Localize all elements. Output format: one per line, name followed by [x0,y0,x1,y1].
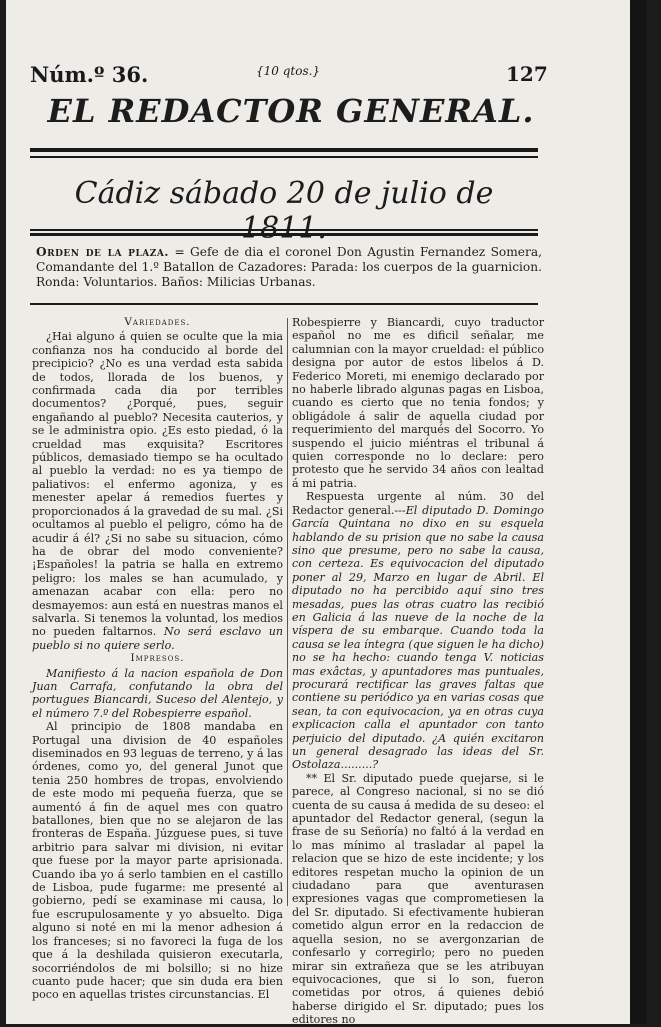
masthead-rule-thick [30,148,538,152]
impresos-paragraph: Al principio de 1808 mandaba en Portugal una division de 40 españoles diseminados en 93 leguas de terreno, y á las órdenes, como yo, del general Junot que tenia 250 hombres de tropas, envolviendo de este modo mi pequeña fuerza, que se aumentó á fin de aquel mes con quatro batallones, bien que no se alejaron de las fronteras de España. Júzguese pues, si tuve arbitrio para salvar mi division, ni evitar que fuese por la mayor parte aprisionada. Cuando iba yo á serlo tambien en el castillo de Lisboa, pude fugarme: me presenté al gobierno, pedí se examinase mi causa, lo fue escrupulosamente y yo absuelto. Diga alguno si noté en mi la menor adhesion á los franceses; si no favoreci la fuga de los que á la deshilada quisieron executarla, socorriéndolos de mi bolsillo; si no hize cuanto pude hacer; que sin duda era bien poco en aquellas tristes circunstancias. El [32,720,283,1002]
variedades-paragraph [32,330,283,652]
issue-price: {10 qtos.} [256,64,321,78]
orden-de-la-plaza [36,245,542,290]
right-paragraph-1: Robespierre y Biancardi, cuyo traductor español no me es dificil señalar, me calumnian con la mayor crueldad: el público designa por autor de estos libelos á D. Federico Moreti, mi enemigo declarado por no haberle librado algunas pagas en Lisboa, cuando es cierto que no tenia fondos; y obligádole á salir de aquella ciudad por requerimiento del marqués del Socorro. Yo suspendo el juicio miéntras el tribunal á quien corresponde no lo declare: pero protesto que he servido 34 años con lealtad á mi patria. [292,316,544,490]
right-paragraph-3: ** El Sr. diputado puede quejarse, si le parece, al Congreso nacional, si no se dió cuenta de su causa á medida de su deseo: el apuntador del Redactor general, (segun la frase de su Señoría) no faltó á la verdad en lo mas mínimo al trasladar al papel la relacion que se hizo de este incidente; y los editores respetan mucho la opinion de un ciudadano para que aventurasen expresiones vagas que comprometiesen la del Sr. diputado. Si efectivamente hubieran cometido algun error en la redaccion de aquella sesion, no se avergonzarian de confesarlo y corregirlo; pero no pueden mirar sin extrañeza que se les atribuyan equivocaciones, que si lo son, fueron cometidas por otros, á quienes debió haberse dirigido el Sr. diputado; pues los editores no [292,771,544,1027]
orden-label: Orden de la plaza. [36,245,170,259]
impresos-title [32,667,283,721]
binding-edge [630,0,646,1024]
right-paragraph-2 [292,490,544,772]
column-divider [287,318,288,906]
variedades-closing: No será esclavo un pueblo si no quiere serlo. [32,625,284,652]
impresos-title-text: Manifiesto á la nacion española de Don Juan Carrafa, confutando la obra del portugues Biancardi, Suceso del Alentejo, y el número 7.º del Robespierre español. [32,666,283,720]
left-column [32,316,283,1002]
section-rule [30,303,538,305]
respuesta-italic: El diputado D. Domingo García Quintana no dixo en su esquela hablando de su prision que no sabe la causa sino que presume, pero no sabe la causa, con certeza. Es equivocacion del diputado poner al 29, Marzo en lugar de Abril. El diputado no ha percibido aquí sino tres mesadas, pues [292,503,544,611]
dateline-rule-thick [30,233,538,236]
orden-text: = Gefe de dia el coronel Don Agustin Fernandez Somera, Comandante del 1.º Batallon de Cazadores: Parada: los cuerpos de la guarnicion. Ronda: Voluntarios. Baños: Milicias Urbanas. [36,245,542,289]
page-number: 127 [506,62,548,86]
dateline-rule-thin [30,229,538,231]
respuesta-intro: Respuesta urgente al núm. 30 del Redactor general.--- [292,490,544,517]
variedades-heading: Variedades. [124,316,191,328]
issue-number: Núm.º 36. [30,62,149,87]
newspaper-page [6,0,646,1027]
variedades-text: ¿Hai alguno á quien se oculte que la mia confianza nos ha conducido al borde del precipicio? ¿No es una verdad esta sabida de todos, llorada de los buenos, y confirmada cada dia por terribles documentos? ¿Porqué, pues, seguir engañando al pueblo? Necesita cauterios, y se le administra opio. ¿Es esto piedad, ó la crueldad mas exquisita? Escritores públicos, demasiado tiempo se ha ocultado al pueblo la verdad: no es ya tiempo de paliativos: el enfermo agoniza, y es menester apelar á remedios fuertes y proporcionados á la gravedad de su mal. ¿Si ocultamos al pueblo el peligro, cómo ha de acudir á él? ¿Si no sabe su situacion, cómo ha de obrar del modo conveniente? ¡Españoles! la patria se halla en extremo peligro: los males se han acumulado, y amenazan acabar con ella: pero no desmayemos: aun está en nuestras manos el salvarla. Si tenemos la voluntad, los medios no pueden faltarnos. [32,330,283,639]
impresos-heading: Impresos. [130,652,185,665]
respuesta-italic-2: las otras cuatro las recibió en Galicia á las nueve de la noche de la víspera de su embarque. Cuando toda la causa se lea íntegra (que siguen le ha dicho) no se ha hecho: cuando tenga V. noticias mas exâctas, y apuntadores mas puntuales, procurará rectificar las graves faltas que contiene su periódico ya en varias cosas que sean, ta con equivocacion, ya en otras cuya explicacion calla el apuntador con tanto perjuicio del diputado. ¿A quién excitaron un general desagrado las ideas del Sr. Ostolaza.........? [292,597,545,772]
masthead-rule-thin [30,156,538,158]
dateline: Cádiz sábado 20 de julio de [74,176,494,211]
masthead-title: EL REDACTOR GENERAL. [47,92,535,130]
right-column [292,316,544,1027]
